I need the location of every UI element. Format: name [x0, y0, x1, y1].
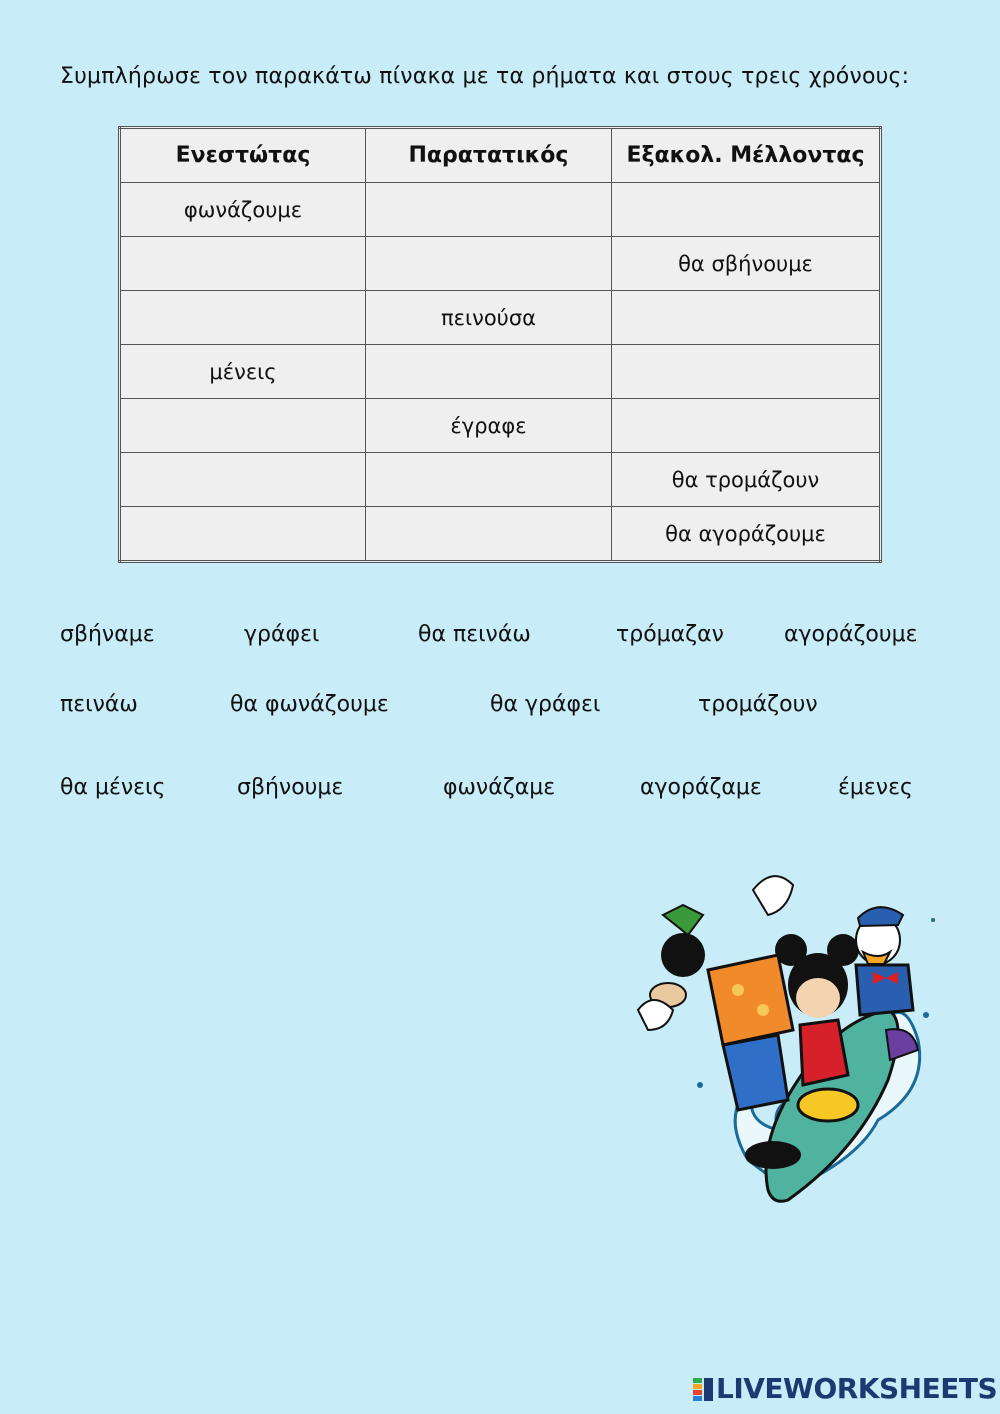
brand-name: LIVEWORKSHEETS — [716, 1372, 998, 1405]
table-cell[interactable] — [120, 399, 366, 453]
table-header-row — [120, 128, 881, 183]
draggable-word[interactable]: φωνάζαμε — [443, 775, 556, 800]
table-row — [120, 183, 881, 237]
header-present: Ενεστώτας — [120, 128, 366, 183]
draggable-word[interactable]: θα μένεις — [60, 775, 166, 800]
liveworksheets-logo-icon — [692, 1376, 714, 1402]
table-cell[interactable] — [612, 345, 881, 399]
header-imperfect: Παρατατικός — [366, 128, 612, 183]
table-cell[interactable] — [612, 399, 881, 453]
table-row — [120, 345, 881, 399]
liveworksheets-logo — [692, 1372, 997, 1405]
draggable-word[interactable]: έμενες — [838, 775, 913, 800]
draggable-word[interactable]: σβήνουμε — [237, 775, 344, 800]
draggable-word[interactable]: πεινάω — [60, 692, 138, 717]
table-cell[interactable] — [366, 507, 612, 562]
table-row — [120, 507, 881, 562]
table-cell[interactable]: φωνάζουμε — [120, 183, 366, 237]
draggable-word[interactable]: τρομάζουν — [698, 692, 818, 717]
draggable-word[interactable]: τρόμαζαν — [616, 622, 724, 647]
table-cell[interactable]: θα αγοράζουμε — [612, 507, 881, 562]
table-cell[interactable] — [366, 345, 612, 399]
table-cell[interactable] — [120, 507, 366, 562]
draggable-word[interactable]: θα γράφει — [490, 692, 601, 717]
table-cell[interactable] — [120, 237, 366, 291]
table-cell[interactable] — [120, 453, 366, 507]
draggable-word[interactable]: θα πεινάω — [418, 622, 531, 647]
table-row — [120, 237, 881, 291]
table-cell[interactable] — [366, 453, 612, 507]
instructions-text: Συμπλήρωσε τον παρακάτω πίνακα με τα ρήματα και στους τρεις χρόνους: — [60, 64, 910, 89]
table-cell[interactable] — [612, 183, 881, 237]
table-cell[interactable] — [366, 183, 612, 237]
draggable-word[interactable]: αγοράζουμε — [784, 622, 918, 647]
table-cell[interactable]: πεινούσα — [366, 291, 612, 345]
draggable-word[interactable]: σβήναμε — [60, 622, 155, 647]
table-cell[interactable]: θα σβήνουμε — [612, 237, 881, 291]
table-row — [120, 453, 881, 507]
header-future-continuous: Εξακολ. Μέλλοντας — [612, 128, 881, 183]
table-cell[interactable]: έγραφε — [366, 399, 612, 453]
draggable-word[interactable]: θα φωνάζουμε — [230, 692, 389, 717]
verb-tenses-table — [118, 126, 882, 563]
table-cell[interactable] — [120, 291, 366, 345]
table-row — [120, 291, 881, 345]
cartoon-characters-surfing-icon — [628, 860, 943, 1210]
table-cell[interactable] — [612, 291, 881, 345]
table-cell[interactable]: μένεις — [120, 345, 366, 399]
table-cell[interactable] — [366, 237, 612, 291]
table-row — [120, 399, 881, 453]
draggable-word[interactable]: γράφει — [244, 622, 320, 647]
draggable-word[interactable]: αγοράζαμε — [640, 775, 762, 800]
table-cell[interactable]: θα τρομάζουν — [612, 453, 881, 507]
